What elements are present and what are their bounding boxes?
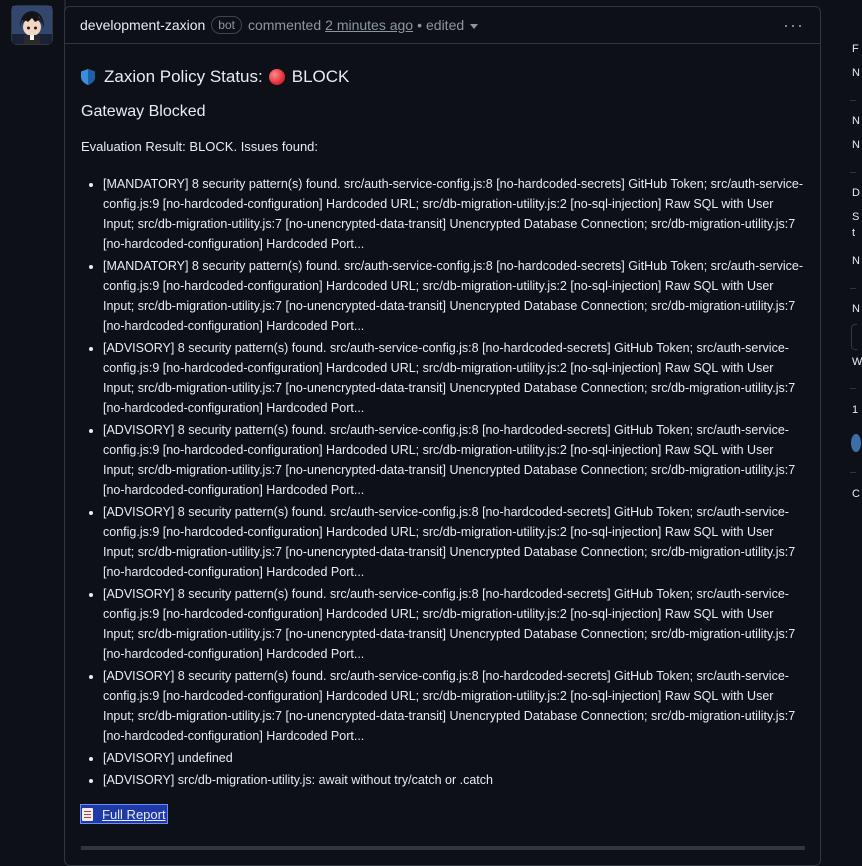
issue-item: • [ADVISORY] src/db-migration-utility.js: await without try/catch or .catch (103, 770, 805, 790)
avatar-image (12, 6, 52, 44)
sidebar-divider (850, 388, 856, 389)
edited-dropdown[interactable] (426, 17, 478, 33)
sidebar-divider (850, 172, 856, 173)
edited-label: edited (426, 17, 465, 33)
comment-header (65, 7, 820, 44)
status-heading-value: BLOCK (291, 67, 350, 86)
issue-item: • [ADVISORY] 8 security pattern(s) found. src/auth-service-config.js:8 [no-hardcoded-secrets] GitHub Token; src/auth-service-config.js:9 [no-hardcoded-configuration] Hardcoded URL; src/db-migration-utility.js:2 [no-sql-injection] Raw SQL with User Input; src/db-migration-utility.js:7 [no-unencrypted-data-transit] Unencrypted Database Connection; src/db-migration-utility.js:7 [no-hardcoded-configuration] Hardcoded Port... (103, 338, 805, 418)
kebab-menu-button[interactable]: ··· (783, 14, 804, 35)
sidebar-text: 1 (852, 404, 859, 416)
red-circle-icon (269, 69, 285, 85)
chevron-down-icon (470, 24, 478, 29)
sidebar-text: N (852, 255, 860, 267)
sidebar-button[interactable] (851, 324, 857, 350)
sidebar-text: N (852, 139, 860, 151)
status-heading-prefix: Zaxion Policy Status: (104, 67, 263, 86)
comment-action: commented (247, 17, 322, 33)
evaluation-intro: Evaluation Result: BLOCK. Issues found: (81, 139, 319, 154)
sidebar-avatar[interactable] (851, 434, 861, 452)
full-report-link-wrapper (81, 805, 167, 823)
sidebar-text: N (852, 115, 860, 127)
sidebar-divider (850, 100, 856, 101)
content-divider (81, 846, 805, 850)
comment-box (64, 6, 821, 866)
clipboard-icon (82, 808, 93, 821)
author-link[interactable]: development-zaxion (80, 17, 206, 33)
issue-item: • [ADVISORY] 8 security pattern(s) found. src/auth-service-config.js:8 [no-hardcoded-secrets] GitHub Token; src/auth-service-config.js:9 [no-hardcoded-configuration] Hardcoded URL; src/db-migration-utility.js:2 [no-sql-injection] Raw SQL with User Input; src/db-migration-utility.js:7 [no-unencrypted-data-transit] Unencrypted Database Connection; src/db-migration-utility.js:7 [no-hardcoded-configuration] Hardcoded Port... (103, 502, 805, 582)
sidebar-text: S (852, 211, 860, 223)
bot-badge: bot (211, 16, 242, 34)
sidebar-text: W (852, 356, 862, 368)
issues-list (81, 174, 805, 792)
sidebar-text: F (852, 43, 859, 55)
issue-item: • [ADVISORY] 8 security pattern(s) found. src/auth-service-config.js:8 [no-hardcoded-secrets] GitHub Token; src/auth-service-config.js:9 [no-hardcoded-configuration] Hardcoded URL; src/db-migration-utility.js:2 [no-sql-injection] Raw SQL with User Input; src/db-migration-utility.js:7 [no-unencrypted-data-transit] Unencrypted Database Connection; src/db-migration-utility.js:7 [no-hardcoded-configuration] Hardcoded Port... (103, 666, 805, 746)
timestamp-link[interactable]: 2 minutes ago (325, 17, 414, 33)
gateway-heading: Gateway Blocked (81, 103, 206, 120)
sidebar-text: D (852, 187, 860, 199)
sidebar-text: N (852, 67, 860, 79)
sidebar-divider (850, 472, 856, 473)
sidebar-text: N (852, 303, 860, 315)
separator: • (417, 17, 422, 33)
full-report-link[interactable]: Full Report (102, 806, 166, 822)
sidebar-text: C (852, 488, 860, 500)
shield-icon (81, 69, 95, 85)
sidebar-text: t (852, 227, 856, 239)
issue-item: • [ADVISORY] 8 security pattern(s) found. src/auth-service-config.js:8 [no-hardcoded-secrets] GitHub Token; src/auth-service-config.js:9 [no-hardcoded-configuration] Hardcoded URL; src/db-migration-utility.js:2 [no-sql-injection] Raw SQL with User Input; src/db-migration-utility.js:7 [no-unencrypted-data-transit] Unencrypted Database Connection; src/db-migration-utility.js:7 [no-hardcoded-configuration] Hardcoded Port... (103, 420, 805, 500)
issue-item: • [ADVISORY] 8 security pattern(s) found. src/auth-service-config.js:8 [no-hardcoded-secrets] GitHub Token; src/auth-service-config.js:9 [no-hardcoded-configuration] Hardcoded URL; src/db-migration-utility.js:2 [no-sql-injection] Raw SQL with User Input; src/db-migration-utility.js:7 [no-unencrypted-data-transit] Unencrypted Database Connection; src/db-migration-utility.js:7 [no-hardcoded-configuration] Hardcoded Port... (103, 584, 805, 664)
status-heading (81, 63, 804, 91)
issue-item: • [MANDATORY] 8 security pattern(s) found. src/auth-service-config.js:8 [no-hardcoded-secrets] GitHub Token; src/auth-service-config.js:9 [no-hardcoded-configuration] Hardcoded URL; src/db-migration-utility.js:2 [no-sql-injection] Raw SQL with User Input; src/db-migration-utility.js:7 [no-unencrypted-data-transit] Unencrypted Database Connection; src/db-migration-utility.js:7 [no-hardcoded-configuration] Hardcoded Port... (103, 174, 805, 254)
sidebar-divider (850, 288, 856, 289)
issue-item: • [ADVISORY] undefined (103, 748, 805, 768)
comment-body (65, 44, 820, 91)
issue-item: • [MANDATORY] 8 security pattern(s) found. src/auth-service-config.js:8 [no-hardcoded-secrets] GitHub Token; src/auth-service-config.js:9 [no-hardcoded-configuration] Hardcoded URL; src/db-migration-utility.js:2 [no-sql-injection] Raw SQL with User Input; src/db-migration-utility.js:7 [no-unencrypted-data-transit] Unencrypted Database Connection; src/db-migration-utility.js:7 [no-hardcoded-configuration] Hardcoded Port... (103, 256, 805, 336)
avatar[interactable] (11, 5, 53, 45)
